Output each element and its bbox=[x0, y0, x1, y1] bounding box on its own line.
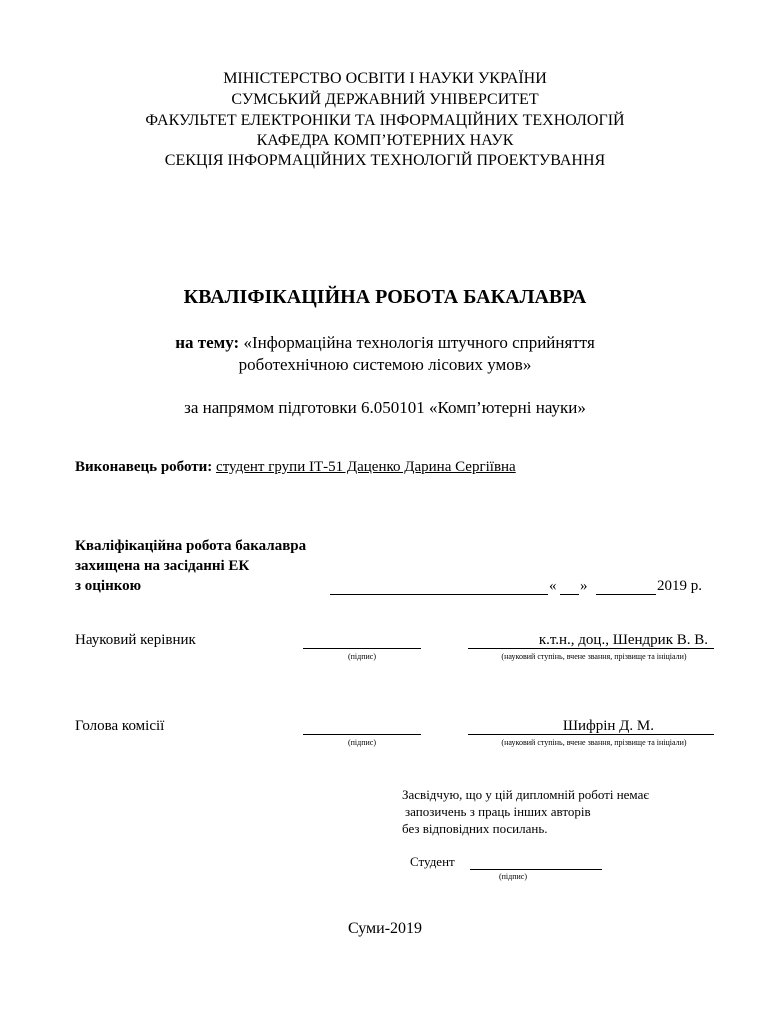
supervisor-name-caption: (науковий ступінь, вчене звання, прізвище та ініціали) bbox=[501, 652, 687, 661]
topic-label: на тему: bbox=[175, 333, 240, 352]
ministry-name: МІНІСТЕРСТВО ОСВІТИ І НАУКИ УКРАЇНИ bbox=[223, 70, 547, 87]
defense-line-3: з оцінкою bbox=[75, 578, 142, 594]
section-name: СЕКЦІЯ ІНФОРМАЦІЙНИХ ТЕХНОЛОГІЙ ПРОЕКТУВАННЯ bbox=[164, 152, 606, 169]
date-open-quote: « bbox=[549, 578, 557, 594]
city-year: Суми-2019 bbox=[347, 920, 423, 937]
chair-name: Шифрін Д. М. bbox=[562, 718, 654, 734]
month-line bbox=[596, 594, 656, 595]
topic-text-2: роботехнічною системою лісових умов» bbox=[238, 355, 532, 374]
statement-line-1: Засвідчую, що у цій дипломній роботі немає bbox=[402, 787, 649, 802]
university-name: СУМСЬКИЙ ДЕРЖАВНИЙ УНІВЕРСИТЕТ bbox=[231, 91, 539, 108]
document-title: КВАЛІФІКАЦІЙНА РОБОТА БАКАЛАВРА bbox=[183, 286, 587, 308]
executor-value: студент групи ІТ-51 Даценко Дарина Сергіївна bbox=[216, 459, 516, 475]
supervisor-name: к.т.н., доц., Шендрик В. В. bbox=[538, 632, 708, 648]
chair-sign-line bbox=[303, 734, 421, 735]
executor-label: Виконавець роботи: bbox=[75, 459, 213, 475]
defense-year: 2019 р. bbox=[657, 578, 702, 594]
supervisor-label: Науковий керівник bbox=[75, 632, 196, 648]
chair-name-caption: (науковий ступінь, вчене звання, прізвище та ініціали) bbox=[501, 738, 687, 747]
student-sign-caption: (підпис) bbox=[498, 872, 527, 881]
student-sign-line bbox=[470, 869, 602, 870]
statement-line-2: запозичень з праць інших авторів bbox=[405, 804, 591, 819]
date-close-quote: » bbox=[580, 578, 588, 594]
defense-line-2: захищена на засіданні ЕК bbox=[75, 558, 250, 574]
day-line bbox=[560, 594, 579, 595]
grade-line bbox=[330, 594, 548, 595]
faculty-name: ФАКУЛЬТЕТ ЕЛЕКТРОНІКИ ТА ІНФОРМАЦІЙНИХ ТЕХНОЛОГІЙ bbox=[145, 112, 625, 129]
student-label: Студент bbox=[410, 854, 455, 869]
chair-sign-caption: (підпис) bbox=[347, 738, 376, 747]
department-name: КАФЕДРА КОМП’ЮТЕРНИХ НАУК bbox=[256, 132, 514, 149]
topic-line-1 bbox=[0, 333, 770, 353]
topic-text-1: «Інформаційна технологія штучного сприйняття bbox=[243, 333, 595, 352]
defense-line-1: Кваліфікаційна робота бакалавра bbox=[75, 538, 307, 554]
statement-line-3: без відповідних посилань. bbox=[402, 821, 548, 836]
executor-line bbox=[75, 459, 516, 476]
study-direction: за напрямом підготовки 6.050101 «Комп’ютерні науки» bbox=[184, 398, 586, 417]
chair-label: Голова комісії bbox=[75, 718, 165, 734]
supervisor-sign-line bbox=[303, 648, 421, 649]
supervisor-sign-caption: (підпис) bbox=[347, 652, 376, 661]
